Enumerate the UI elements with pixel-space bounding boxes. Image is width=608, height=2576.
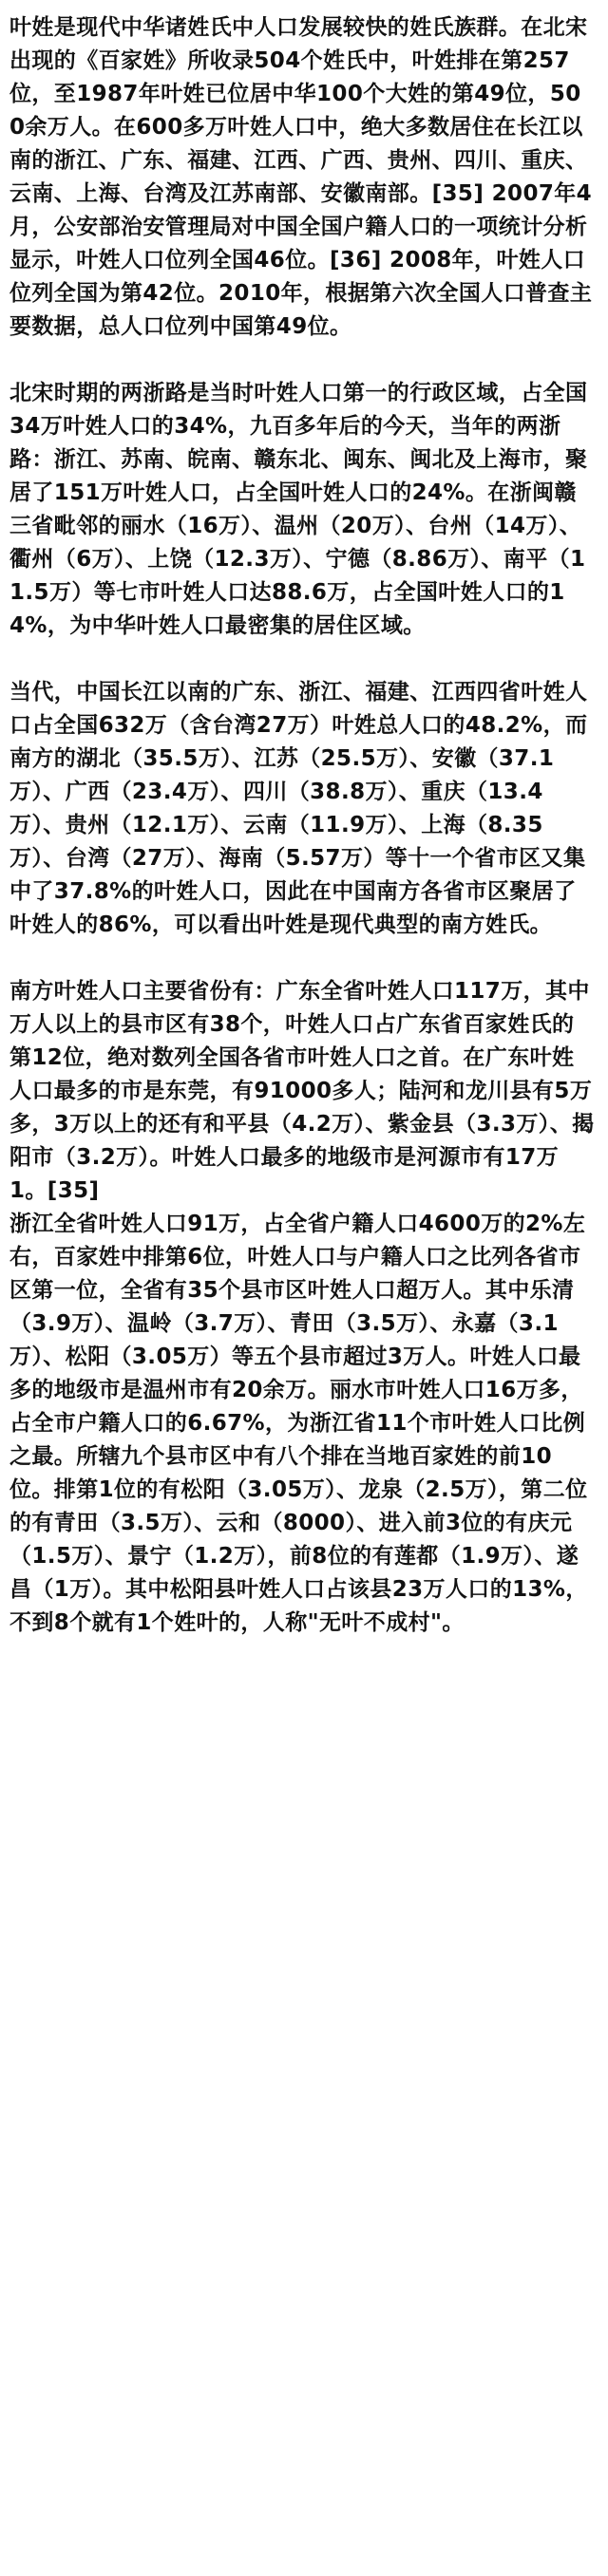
- paragraph-guangdong: 南方叶姓人口主要省份有：广东全省叶姓人口117万，其中万人以上的县市区有38个，叶姓人口占广东省百家姓氏的第12位，绝对数列全国各省市叶姓人口之首。在广东叶姓人口最多的市是东莞，有91000多人；陆河和龙川县有5万多，3万以上的还有和平县（4.2万）、紫金县（3.3万）、揭阳市（3.2万）。叶姓人口最多的地级市是河源市有17万1。[35]: [10, 979, 595, 1203]
- paragraph-spacer: [10, 344, 595, 377]
- paragraph-spacer: [10, 643, 595, 676]
- paragraph-spacer: [10, 942, 595, 975]
- paragraph-song-dynasty-region: 北宋时期的两浙路是当时叶姓人口第一的行政区域，占全国34万叶姓人口的34%，九百多年后的今天，当年的两浙路：浙江、苏南、皖南、赣东北、闽东、闽北及上海市，聚居了151万叶姓人口，占全国叶姓人口的24%。在浙闽赣三省毗邻的丽水（16万）、温州（20万）、台州（14万）、衢州（6万）、上饶（12.3万）、宁德（8.86万）、南平（11.5万）等七市叶姓人口达88.6万，占全国叶姓人口的14%，为中华叶姓人口最密集的居住区域。: [10, 381, 588, 638]
- paragraph-zhejiang: 浙江全省叶姓人口91万，占全省户籍人口4600万的2%左右，百家姓中排第6位，叶姓人口与户籍人口之比列各省市区第一位，全省有35个县市区叶姓人口超万人。其中乐清（3.9万）、温岭（3.7万）、青田（3.5万）、永嘉（3.1万）、松阳（3.05万）等五个县市超过3万人。叶姓人口最多的地级市是温州市有20余万。丽水市叶姓人口16万多，占全市户籍人口的6.67%，为浙江省11个市叶姓人口比例之最。所辖九个县市区中有八个排在当地百家姓的前10位。排第1位的有松阳（3.05万）、龙泉（2.5万），第二位的有青田（3.5万）、云和（8000）、进入前3位的有庆元（1.5万）、景宁（1.2万），前8位的有莲都（1.9万）、遂昌（1万）。其中松阳县叶姓人口占该县23万人口的13%，不到8个就有1个姓叶的，人称"无叶不成村"。: [10, 1212, 588, 1635]
- paragraph-southern-provinces: 当代，中国长江以南的广东、浙江、福建、江西四省叶姓人口占全国632万（含台湾27万）叶姓总人口的48.2%，而南方的湖北（35.5万）、江苏（25.5万）、安徽（37.1万）、广西（23.4万）、四川（38.8万）、重庆（13.4万）、贵州（12.1万）、云南（11.9万）、上海（8.35万）、台湾（27万）、海南（5.57万）等十一个省市区又集中了37.8%的叶姓人口，因此在中国南方各省市区聚居了叶姓人的86%，可以看出叶姓是现代典型的南方姓氏。: [10, 680, 588, 937]
- paragraph-population-overview: 叶姓是现代中华诸姓氏中人口发展较快的姓氏族群。在北宋出现的《百家姓》所收录504个姓氏中，叶姓排在第257位，至1987年叶姓已位居中华100个大姓的第49位，500余万人。在600多万叶姓人口中，绝大多数居住在长江以南的浙江、广东、福建、江西、广西、贵州、四川、重庆、云南、上海、台湾及江苏南部、安徽南部。[35] 2007年4月，公安部治安管理局对中国全国户籍人口的一项统计分析显示，叶姓人口位列全国46位。[36] 2008年，叶姓人口位列全国为第42位。2010年，根据第六次全国人口普查主要数据，总人口位列中国第49位。: [10, 15, 593, 339]
